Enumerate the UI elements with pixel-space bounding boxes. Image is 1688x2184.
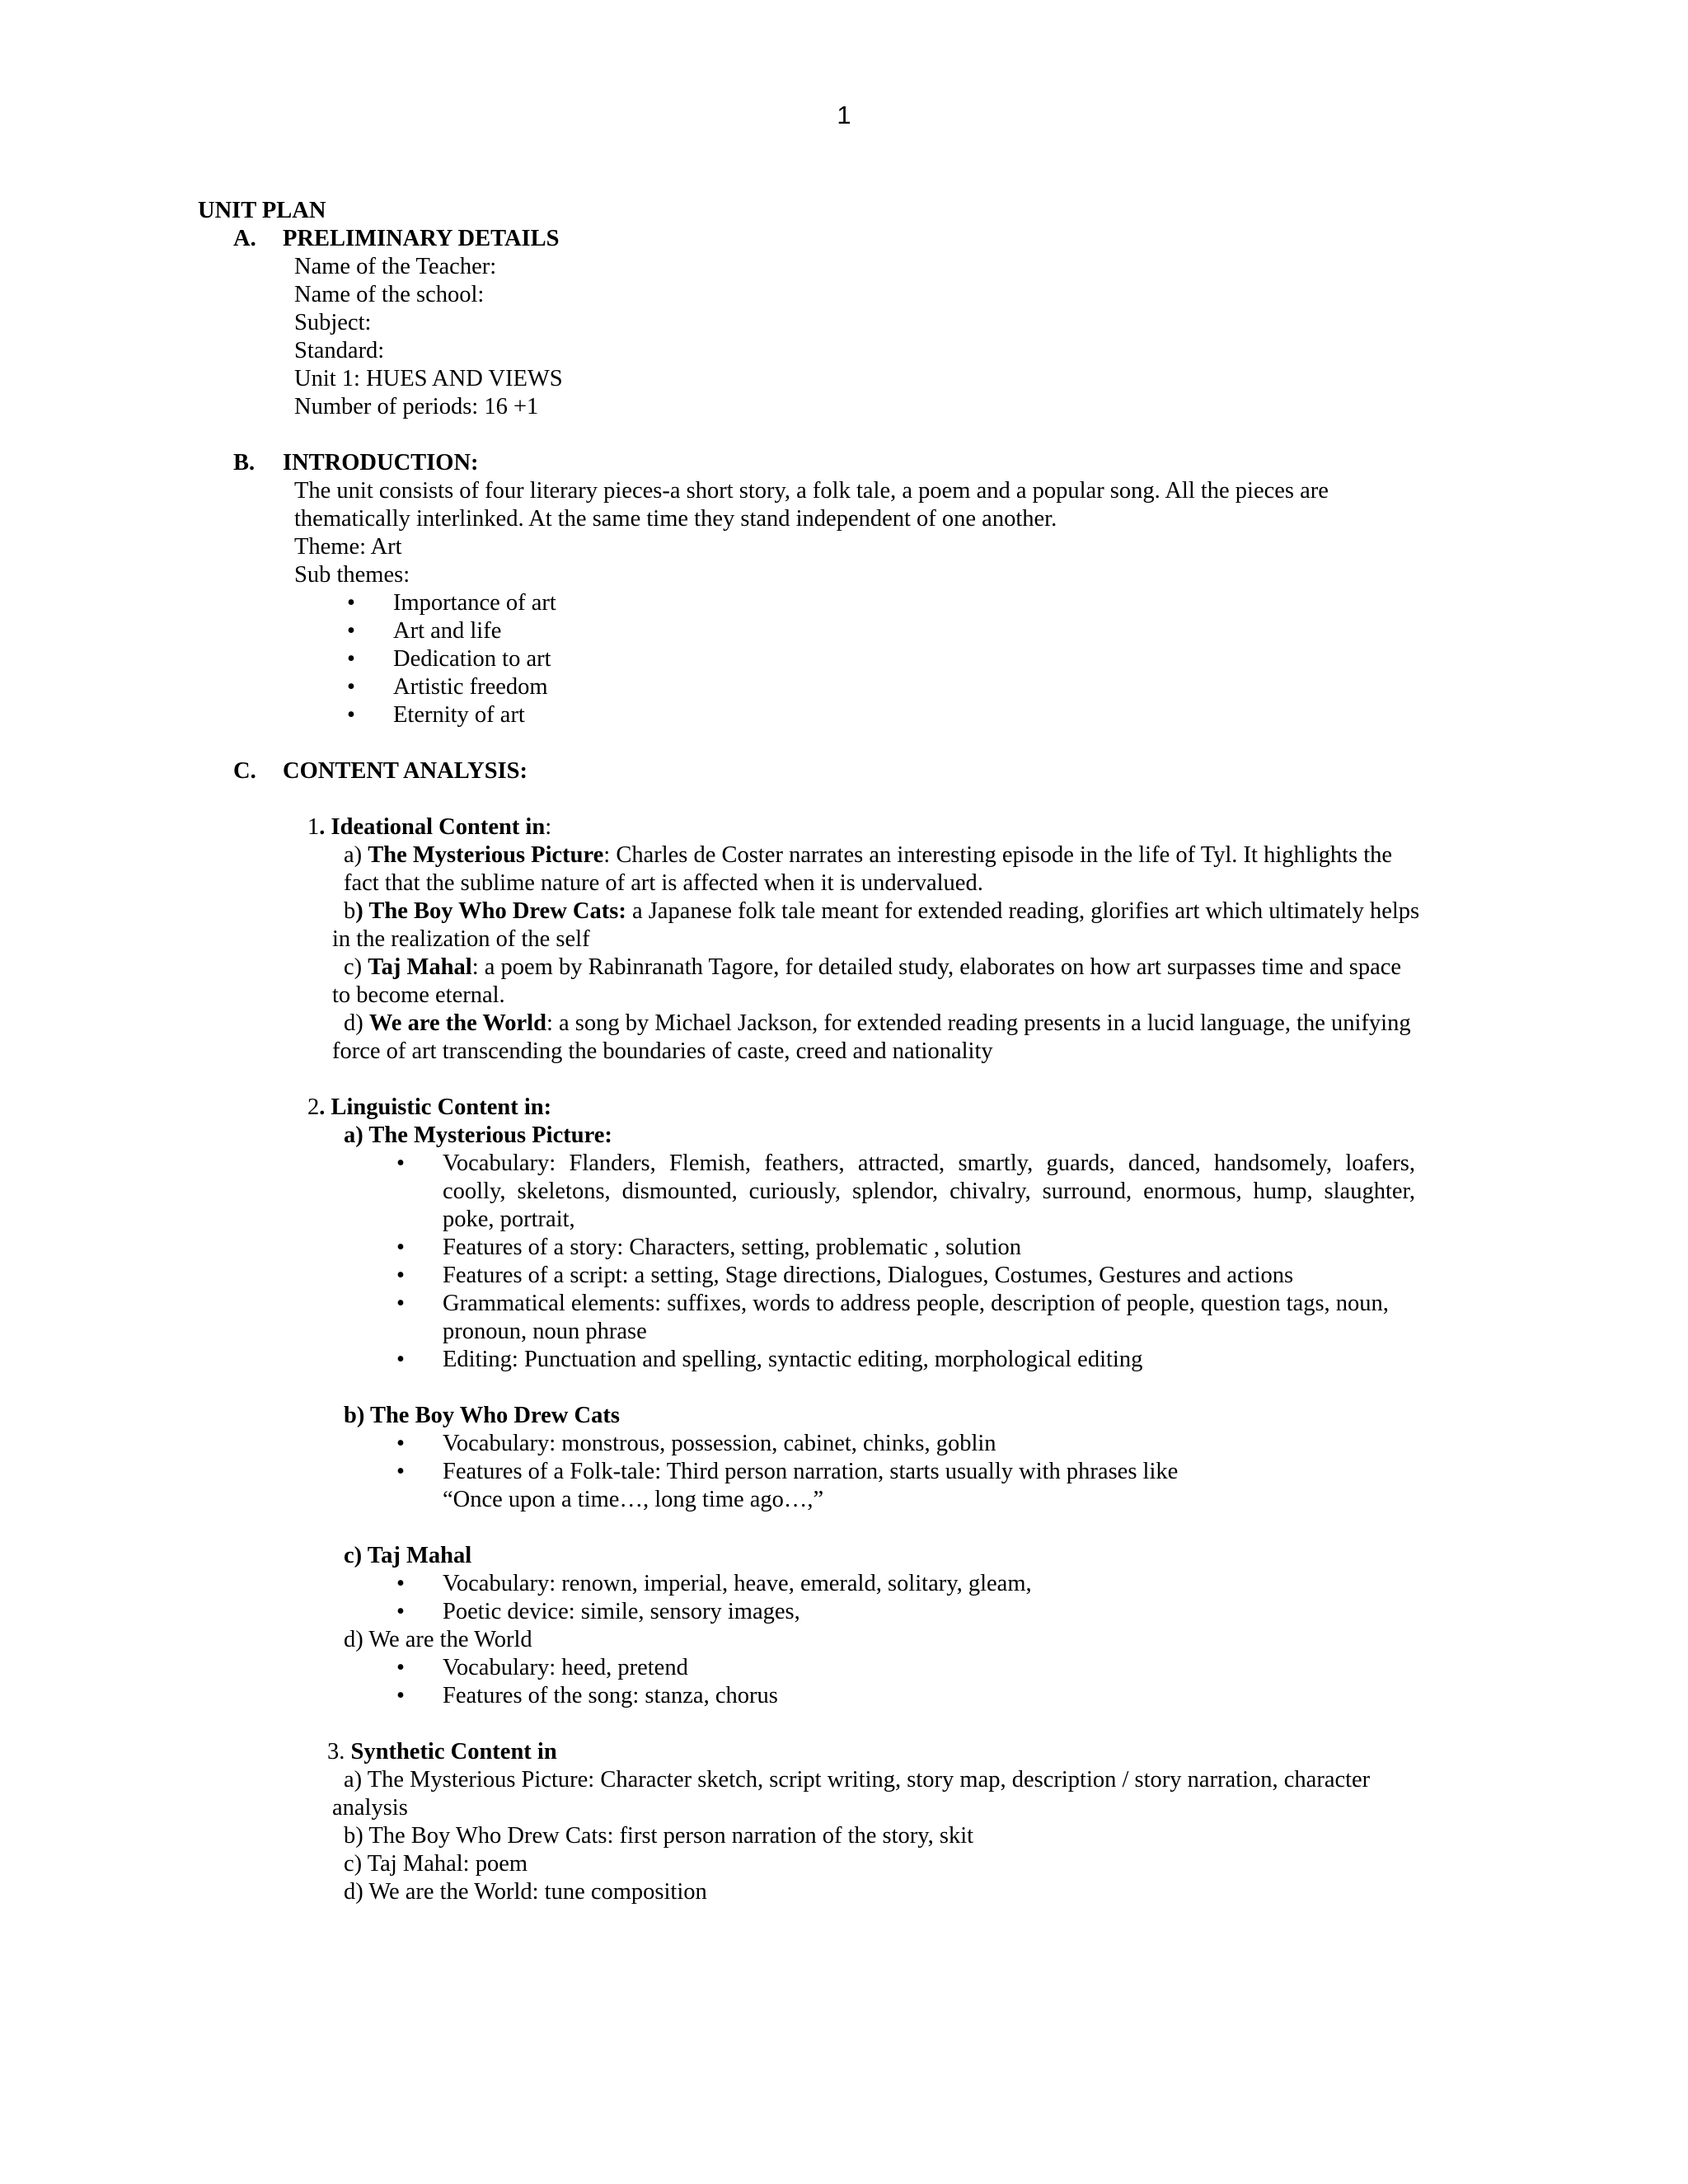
linguistic-b-heading: b) The Boy Who Drew Cats xyxy=(344,1403,620,1428)
list-item-continuation: “Once upon a time…, long time ago…,” xyxy=(443,1487,824,1512)
linguistic-d-list xyxy=(396,1654,1415,1710)
linguistic-a-list xyxy=(396,1150,1415,1374)
synthetic-item: b) The Boy Who Drew Cats: first person narration of the story, skit xyxy=(344,1823,974,1849)
ideational-item-b: b) The Boy Who Drew Cats: a Japanese folk tale meant for extended reading, glorifies art which ultimately helps xyxy=(344,898,1420,924)
unit-plan xyxy=(198,197,1517,1906)
list-item: • Grammatical elements: suffixes, words to address people, description of people, question tags, noun, pronoun, noun phrase xyxy=(396,1291,1389,1344)
ideational-item-c: c) Taj Mahal: a poem by Rabinranath Tagore, for detailed study, elaborates on how art surpasses time and space xyxy=(344,954,1402,980)
ideational-item-d: d) We are the World: a song by Michael Jackson, for extended reading presents in a lucid language, the unifying xyxy=(344,1010,1411,1036)
detail-line: Unit 1: HUES AND VIEWS xyxy=(294,366,563,391)
detail-line: Standard: xyxy=(294,338,385,363)
list-item: • Features of the song: stanza, chorus xyxy=(396,1683,778,1708)
list-item: • Features of a script: a setting, Stage directions, Dialogues, Costumes, Gestures and actions xyxy=(396,1263,1294,1288)
section-c-heading: C. CONTENT ANALYSIS: xyxy=(233,758,528,784)
ideational-item-a: a) The Mysterious Picture: Charles de Coster narrates an interesting episode in the life of Tyl. It highlights the xyxy=(344,842,1393,868)
list-item: • Vocabulary: monstrous, possession, cabinet, chinks, goblin xyxy=(396,1431,996,1456)
intro-paragraph: The unit consists of four literary pieces-a short story, a folk tale, a poem and a popular song. All the pieces are xyxy=(294,478,1329,504)
detail-line: Subject: xyxy=(294,310,372,335)
linguistic-b-list xyxy=(396,1430,1415,1514)
detail-line: Name of the Teacher: xyxy=(294,254,497,279)
list-item: • Features of a story: Characters, setting, problematic , solution xyxy=(396,1235,1022,1260)
list-item: • Features of a Folk-tale: Third person narration, starts usually with phrases like xyxy=(396,1459,1179,1484)
subthemes-list xyxy=(347,589,1517,729)
linguistic-c-list xyxy=(396,1570,1415,1626)
unit-plan-title: UNIT PLAN xyxy=(198,198,326,223)
detail-line: Number of periods: 16 +1 xyxy=(294,394,539,419)
linguistic-heading: 2. Linguistic Content in: xyxy=(307,1094,552,1120)
list-item: • Vocabulary: Flanders, Flemish, feathers, attracted, smartly, guards, danced, handsomely, loafers, coolly, skeletons, dismounted, curiously, splendor, chivalry, surround, enormous, hump, slaughter, poke, portrait, xyxy=(396,1151,1415,1232)
synthetic-item: c) Taj Mahal: poem xyxy=(344,1851,528,1877)
synthetic-item: analysis xyxy=(332,1795,408,1821)
subthemes-label: Sub themes: xyxy=(294,562,410,588)
list-item: • Artistic freedom xyxy=(347,674,548,700)
theme: Theme: Art xyxy=(294,534,402,560)
intro-paragraph: thematically interlinked. At the same time they stand independent of one another. xyxy=(294,506,1057,532)
list-item: • Eternity of art xyxy=(347,702,525,728)
introduction xyxy=(294,477,1517,589)
linguistic-a-heading: a) The Mysterious Picture: xyxy=(344,1122,612,1148)
synthetic-item: a) The Mysterious Picture: Character sketch, script writing, story map, description / story narration, character xyxy=(344,1767,1371,1793)
list-item: • Dedication to art xyxy=(347,646,551,672)
synthetic-heading: 3. Synthetic Content in xyxy=(327,1739,557,1765)
page-number: 1 xyxy=(837,101,851,129)
ideational-content: a) The Mysterious Picture: Charles de Coster narrates an interesting episode in the life of Tyl. It highlights the fact that the sublime nature of art is affected when it is undervalued. b) The Boy Who Drew Cats: a Japanese folk tale meant for extended reading, glorifies art which ultimately helps in the realization of the self c) Taj Mahal: a poem by Rabinranath Tagore, for detailed study, elaborates on how art surpasses time and space to become eternal. d) We are the World: a song by Michael Jackson, for extended reading presents in a lucid language, the unifying force of art transcending the boundaries of caste, creed and nationality xyxy=(198,841,1517,1066)
list-item: • Vocabulary: renown, imperial, heave, emerald, solitary, gleam, xyxy=(396,1571,1032,1596)
ideational-heading: 1. Ideational Content in: xyxy=(307,814,552,840)
section-b-heading: B. INTRODUCTION: xyxy=(233,450,479,476)
list-item: • Poetic device: simile, sensory images, xyxy=(396,1599,800,1624)
linguistic-c-heading: c) Taj Mahal xyxy=(344,1543,472,1568)
synthetic-item: d) We are the World: tune composition xyxy=(344,1879,707,1905)
section-a-heading: A. PRELIMINARY DETAILS xyxy=(233,226,560,251)
list-item: • Editing: Punctuation and spelling, syntactic editing, morphological editing xyxy=(396,1347,1143,1372)
list-item: • Vocabulary: heed, pretend xyxy=(396,1655,688,1680)
preliminary-details xyxy=(294,253,1517,421)
linguistic-d-heading: d) We are the World xyxy=(344,1627,532,1652)
list-item: • Art and life xyxy=(347,618,502,644)
list-item: • Importance of art xyxy=(347,590,556,616)
detail-line: Name of the school: xyxy=(294,282,485,307)
synthetic-content xyxy=(198,1766,1517,1906)
